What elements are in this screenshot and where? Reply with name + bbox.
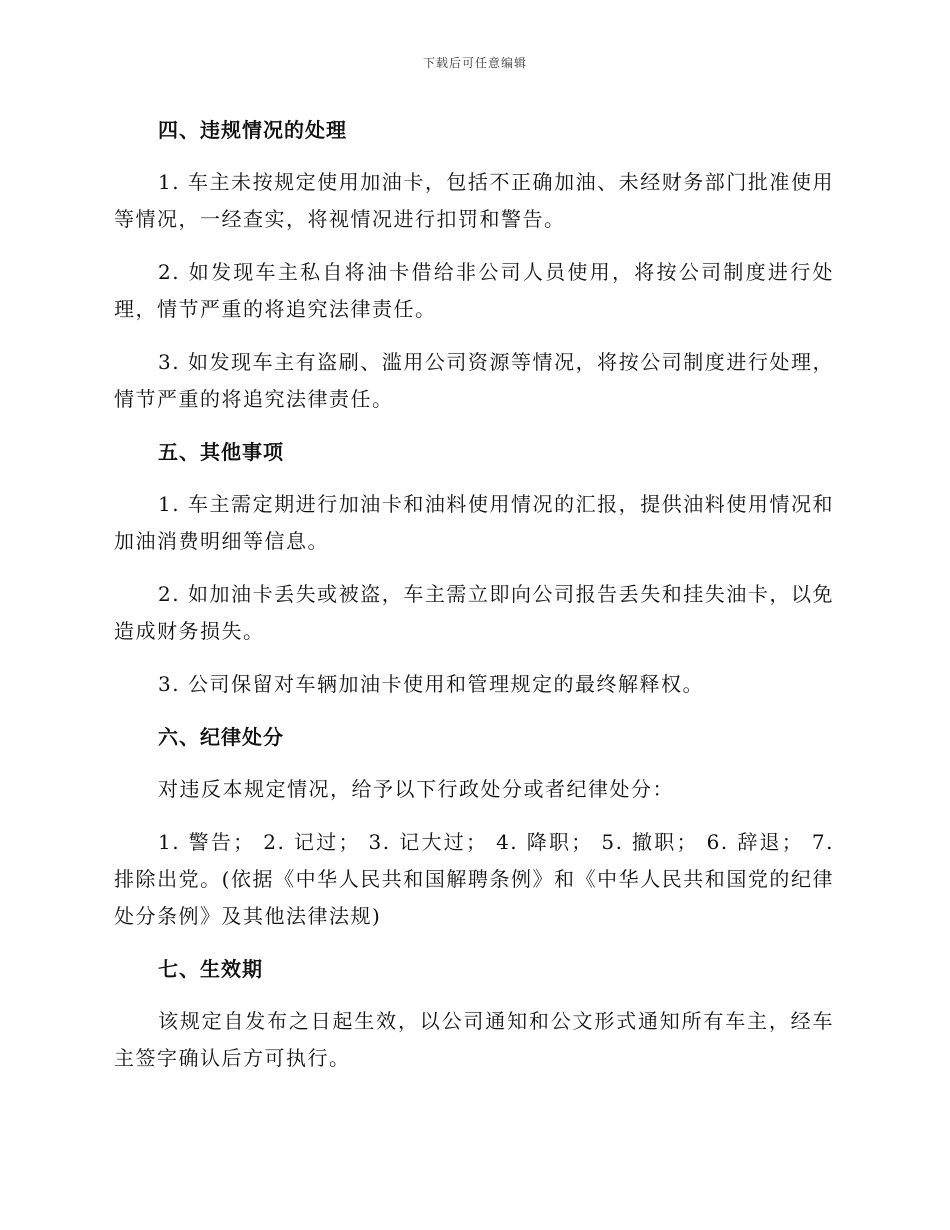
paragraph: 该规定自发布之日起生效，以公司通知和公文形式通知所有车主，经车主签字确认后方可执行。 xyxy=(114,1009,834,1070)
section-heading-discipline: 六、纪律处分 xyxy=(158,725,284,749)
paragraph: 2. 如加油卡丢失或被盗，车主需立即向公司报告丢失和挂失油卡，以免造成财务损失。 xyxy=(114,582,834,643)
paragraph: 3. 如发现车主有盗刷、滥用公司资源等情况，将按公司制度进行处理，情节严重的将追究法律责任。 xyxy=(114,350,834,411)
section-heading-violations: 四、违规情况的处理 xyxy=(158,118,347,142)
document-body xyxy=(114,112,834,1093)
paragraph: 1. 警告； 2. 记过； 3. 记大过； 4. 降职； 5. 撤职； 6. 辞退； 7. 排除出党。(依据《中华人民共和国解聘条例》和《中华人民共和国党的纪律处分条例》及其他法律法规) xyxy=(114,830,834,928)
section-heading-effective-date: 七、生效期 xyxy=(158,957,263,981)
section-heading-other-matters: 五、其他事项 xyxy=(158,440,284,464)
page-header-note: 下载后可任意编辑 xyxy=(422,56,527,70)
paragraph: 1. 车主未按规定使用加油卡，包括不正确加油、未经财务部门批准使用等情况，一经查实，将视情况进行扣罚和警告。 xyxy=(114,170,834,231)
paragraph: 3. 公司保留对车辆加油卡使用和管理规定的最终解释权。 xyxy=(158,672,704,696)
paragraph: 对违反本规定情况，给予以下行政处分或者纪律处分： xyxy=(158,777,674,801)
paragraph: 2. 如发现车主私自将油卡借给非公司人员使用，将按公司制度进行处理，情节严重的将追究法律责任。 xyxy=(114,260,834,321)
paragraph: 1. 车主需定期进行加油卡和油料使用情况的汇报，提供油料使用情况和加油消费明细等信息。 xyxy=(114,492,834,553)
